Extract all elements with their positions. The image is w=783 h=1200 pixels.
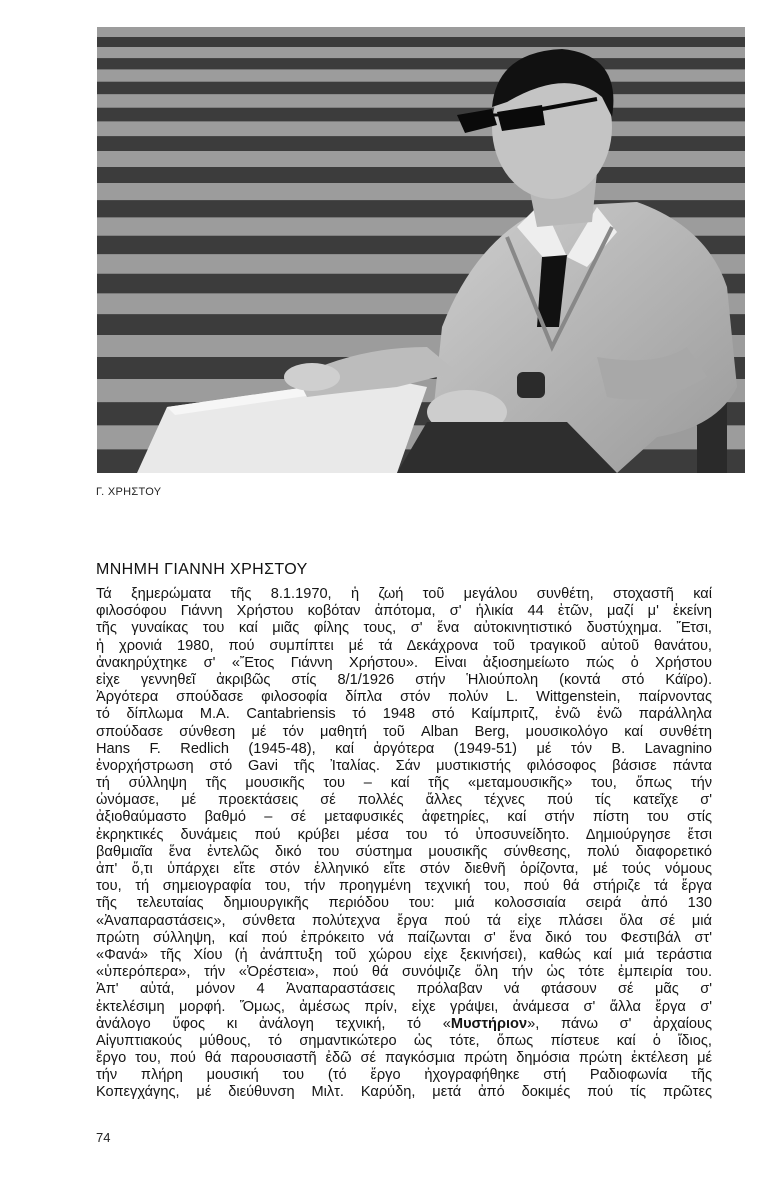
body-line: Τά ξημερώματα τῆς 8.1.1970, ἡ ζωή τοῦ μεγάλου συνθέτη, στοχαστῆ καί xyxy=(96,586,712,602)
article-body xyxy=(96,586,712,1102)
body-line: ἀνάλογο ὕφος κι ἀνάλογη τεχνική, τό «Μυστήριον», πάνω σ' ἀρχαίους xyxy=(96,1015,712,1032)
body-line: ἔργο του, πού θά παρουσιαστῆ ἐδῶ σέ παγκόσμια πρώτη δημόσια πρώτη ἐκτέλεση μέ xyxy=(96,1050,712,1067)
step-row xyxy=(97,151,745,167)
body-line: τῆς τελευταίας δημιουργικῆς περιόδου του: μιά κολοσσιαία σειρά ἀπό 130 xyxy=(96,895,712,912)
body-line: Ἀργότερα σπούδασε φιλοσοφία δίπλα στόν πολύν L. Wittgenstein, παίρνοντας xyxy=(96,689,712,706)
body-line: πρώτη σύλληψη, καί πού ἐπρόκειτο νά παίζωνται σ' ἕνα δικό του Φεστιβάλ στ' xyxy=(96,929,712,946)
body-line: ἐκτελέσιμη μορφή. Ὅμως, ἀμέσως πρίν, εἶχε γράψει, ἀνάμεσα σ' ἄλλα ἔργα σ' xyxy=(96,998,712,1015)
body-line: φιλοσόφου Γιάννη Χρήστου κοβόταν ἀπότομα, σ' ἡλικία 44 ἐτῶν, μαζί μ' ἐκείνη xyxy=(96,603,712,620)
body-line: ὠνόμασε, μέ προεκτάσεις σέ πολλές ἄλλες τέχνες πού τίς κατεῖχε σ' xyxy=(96,792,712,809)
left-hand xyxy=(284,363,340,391)
photo-caption: Γ. ΧΡΗΣΤΟΥ xyxy=(96,486,162,498)
body-line: «ὑπερόπερα», τήν «Ὀρέστεια», πού θά συνόψιζε ὅλη τήν ὡς τότε ἐμπειρία του. xyxy=(96,964,712,981)
body-line: «Φανά» τῆς Χίου (ἡ ἀνάπτυξη τοῦ χώρου εἶχε ξεκινήσει), καθώς καί μιά τεράστια xyxy=(96,946,712,963)
body-line: Ἀπ' αὐτά, μόνον 4 Ἀναπαραστάσεις πρόλαβαν νά φτάσουν σέ μᾶς σ' xyxy=(96,981,712,998)
body-line: ἀνακηρύχτηκε σ' «Ἔτος Γιάννη Χρήστου». Εἶναι ἀξιοσημείωτο πώς ὁ Χρήστου xyxy=(96,654,712,671)
body-line: ἀξιοθαύμαστο βαθμό – σέ μεταφυσικές ἀφετηρίες, καί στήν πίστη του στίς xyxy=(96,809,712,826)
article-title: ΜΝΗΜΗ ΓΙΑΝΝΗ ΧΡΗΣΤΟΥ xyxy=(96,561,308,578)
body-line: ἐκρηκτικές δυνάμεις πού κρύβει μέσα του τό ὑποσυνείδητο. Δημιούργησε ἔτσι xyxy=(96,826,712,843)
body-line: τό δίπλωμα M.A. Cantabriensis τό 1948 στό Καίμπριτζ, ἐνῶ ἐνῶ παράλληλα xyxy=(96,706,712,723)
step-row xyxy=(97,94,745,108)
step-row xyxy=(97,27,745,37)
body-line: Αἰγυπτιακούς μύθους, τό σημαντικώτερο ὡς τότε, ὅπως πίστευε καί ὁ ἴδιος, xyxy=(96,1032,712,1049)
step-row xyxy=(97,136,745,151)
body-line: εἶχε γεννηθεῖ ἀκριβῶς στίς 8/1/1926 στήν Ἡλιούπολη (κοντά στό Κάϊρο). xyxy=(96,671,712,688)
body-line: τή σύλληψη τῆς μουσικῆς του – καί τῆς «μεταμουσικῆς» του, ὅπως τήν xyxy=(96,775,712,792)
body-line: «Ἀναπαραστάσεις», σύνθετα πολύτεχνα ἔργα πού τά εἶχε πλάσει ὅλα σέ μιά xyxy=(96,912,712,929)
body-line: σπούδασε σύνθεση μέ τόν μαθητή τοῦ Alban Berg, μουσικολόγο καί συνθέτη xyxy=(96,723,712,740)
body-line: τήν πλήρη μουσική του (τό ἔργο ἠχογραφήθηκε στή Ραδιοφωνία τῆς xyxy=(96,1067,712,1084)
body-line: ἀπ' ὅ,τι ὑπάρχει εἴτε στόν ἑλληνικό εἴτε στόν διεθνῆ ὁρίζοντα, μέ τούς νόμους xyxy=(96,861,712,877)
step-row xyxy=(97,121,745,136)
step-row xyxy=(97,47,745,58)
step-row xyxy=(97,167,745,183)
step-row xyxy=(97,108,745,122)
step-row xyxy=(97,82,745,94)
body-line: ἐνορχήστρωση στό Gavi τῆς Ἰταλίας. Σάν μυστικιστής φιλόσοφος βάσισε πάντα xyxy=(96,757,712,774)
step-row xyxy=(97,37,745,47)
body-line: του, τή σημειογραφία του, τήν προηγμένη τεχνική του, πού θά στήριζε τά ἔργα xyxy=(96,878,712,895)
bold-title: Μυστήριον xyxy=(450,1015,528,1032)
wristwatch-icon xyxy=(517,372,545,398)
body-line: τῆς γυναίκας του καί μιᾶς φίλης τους, σ' ἕνα αὐτοκινητιστικό δυστύχημα. Ἔτσι, xyxy=(96,620,712,637)
portrait-photo xyxy=(97,27,745,473)
step-row xyxy=(97,183,745,200)
body-line: ἡ χρονιά 1980, πού συμπίπτει μέ τά Δεκάχρονα τοῦ τραγικοῦ αὐτοῦ θανάτου, xyxy=(96,637,712,654)
step-row xyxy=(97,69,745,81)
body-line: Κοπεγχάγης, μέ διεύθυνση Μιλτ. Καρύδη, μετά ἀπό δοκιμές πού τίς πρῶτες xyxy=(96,1084,712,1101)
body-line: βαθμιαῖα ἕνα ἐντελῶς δικό του σύστημα μουσικῆς σύνθεσης, πολύ διαφορετικό xyxy=(96,843,712,860)
portrait-illustration xyxy=(97,27,745,473)
body-line: Hans F. Redlich (1945-48), καί ἀργότερα (1949-51) μέ τόν B. Lavagnino xyxy=(96,740,712,757)
page-number: 74 xyxy=(96,1130,111,1145)
step-row xyxy=(97,58,745,69)
